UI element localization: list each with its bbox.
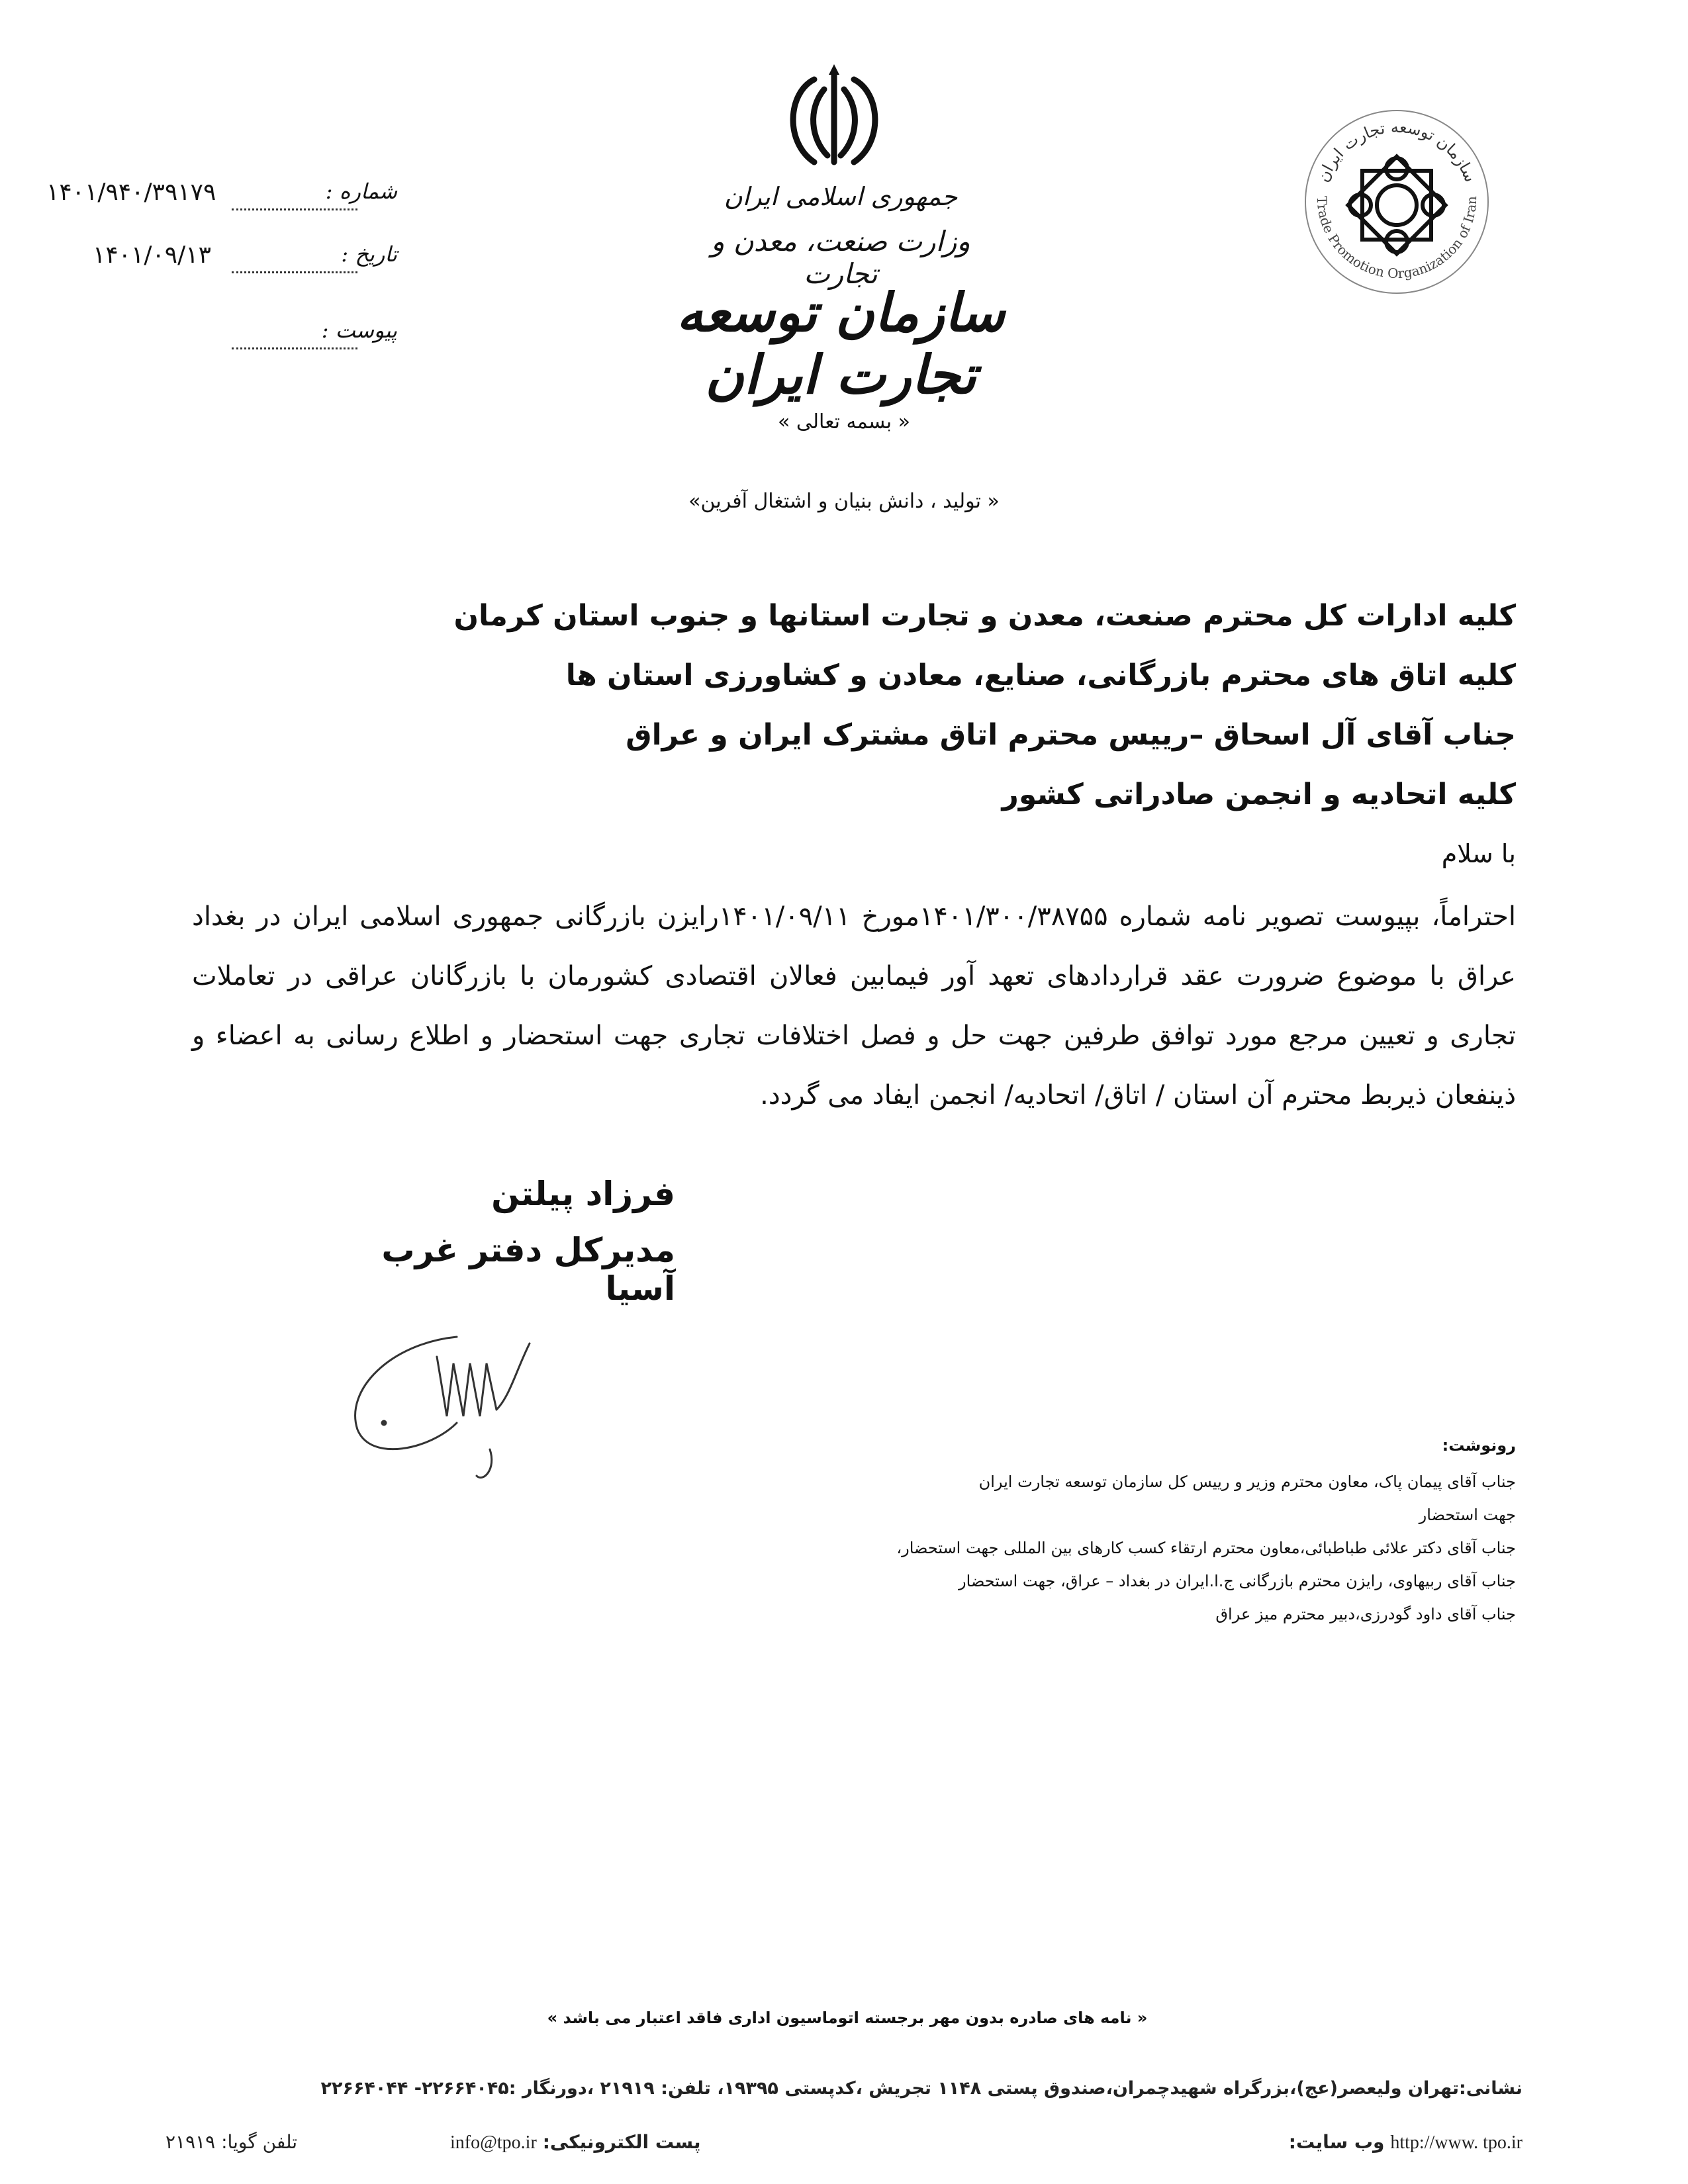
website-label: وب سایت: <box>1288 2131 1385 2153</box>
logo-text-en: Trade Promotion Organization of Iran <box>1313 195 1480 282</box>
email-link[interactable]: info@tpo.ir <box>450 2132 537 2153</box>
website-row <box>1289 2131 1523 2154</box>
recipient-line: کلیه ادارات کل محترم صنعت، معدن و تجارت استانها و جنوب استان کرمان <box>453 599 1516 633</box>
svg-text:سازمان توسعه تجارت ایران <box>1313 118 1479 185</box>
slogan: « تولید ، دانش بنیان و اشتغال آفرین» <box>688 490 1000 513</box>
cc-line: جناب آقای داود گودرزی،دبیر محترم میز عراق <box>1215 1605 1516 1623</box>
letter-date-label: تاریخ : <box>341 242 397 267</box>
cc-title: رونوشت: <box>1442 1436 1516 1455</box>
letter-number-row <box>46 179 397 218</box>
cc-line: جهت استحضار <box>1419 1506 1516 1524</box>
organization-name: سازمان توسعه تجارت ایران <box>677 281 1005 406</box>
recipient-line: جناب آقای آل اسحاق –رییس محترم اتاق مشترک ایران و عراق <box>626 718 1516 752</box>
letter-number-label: شماره : <box>325 179 397 204</box>
dotted-line <box>232 208 357 210</box>
recipient-line: کلیه اتاق های محترم بازرگانی، صنایع، معادن و کشاورزی استان ها <box>565 659 1516 692</box>
tpo-logo-icon <box>1297 99 1496 304</box>
email-label: پست الکترونیکی: <box>542 2131 701 2153</box>
letter-attachment-row <box>179 318 397 357</box>
iran-emblem-icon <box>774 63 894 175</box>
handwritten-signature <box>331 1317 596 1489</box>
letter-date-row <box>93 242 397 281</box>
signatory-name: فرزاد پیلتن <box>491 1175 675 1213</box>
letter-body: احتراماً، بپیوست تصویر نامه شماره ۱۴۰۱/۳۰۰/۳۸۷۵۵مورخ ۱۴۰۱/۰۹/۱۱رایزن بازرگانی جمهوری اسلامی ایران در بغداد عراق با موضوع ضرورت عقد قراردادهای تعهد آور فیمابین فعالان اقتصادی کشورمان با بازرگانان عراقی در تعاملات تجاری و تعیین مرجع مورد توافق طرفین جهت حل و فصل اختلافات تجاری جهت استحضار و اطلاع رسانی به اعضاء و ذینفعان ذیربط محترم آن استان / اتاق/ اتحادیه/ انجمن ایفاد می گردد. <box>192 901 1516 1111</box>
greeting: با سلام <box>1441 839 1516 868</box>
logo-text-fa: سازمان توسعه تجارت ایران <box>1313 117 1480 185</box>
dotted-line <box>232 271 357 273</box>
recipient-line: کلیه اتحادیه و انجمن صادراتی کشور <box>1002 778 1516 811</box>
signatory-title: مدیرکل دفتر غرب آسیا <box>381 1231 675 1308</box>
phone-value: ۲۱۹۱۹ <box>165 2131 216 2153</box>
dotted-line <box>232 347 357 349</box>
phone-row <box>165 2131 297 2153</box>
email-row <box>450 2131 700 2154</box>
invocation: « بسمه تعالی » <box>778 410 910 433</box>
gov-line-1: جمهوری اسلامی ایران <box>724 182 958 211</box>
letter-date-value: ۱۴۰۱/۰۹/۱۳ <box>93 242 211 269</box>
website-link[interactable]: http://www. tpo.ir <box>1390 2132 1523 2153</box>
letter-number-value: ۱۴۰۱/۹۴۰/۳۹۱۷۹ <box>46 179 216 206</box>
footer-address: نشانی:تهران ولیعصر(عج)،بزرگراه شهیدچمران،صندوق پستی ۱۱۴۸ تجریش ،کدپستی ۱۹۳۹۵، تلفن: ۲۱۹۱۹ ،دورنگار :۲۲۶۶۴۰۴۵- ۲۲۶۶۴۰۴۴ <box>320 2078 1523 2099</box>
cc-line: جناب آقای ربیهاوی، رایزن محترم بازرگانی ج.ا.ایران در بغداد – عراق، جهت استحضار <box>959 1572 1516 1590</box>
cc-line: جناب آقای دکتر علائی طباطبائی،معاون محترم ارتقاء کسب کارهای بین المللی جهت استحضار، <box>896 1539 1516 1557</box>
footer-note: « نامه های صادره بدون مهر برجسته اتوماسیون اداری فاقد اعتبار می باشد » <box>547 2009 1148 2027</box>
gov-line-2: وزارت صنعت، معدن و تجارت <box>711 225 970 290</box>
phone-label: تلفن گویا: <box>221 2131 298 2153</box>
cc-line: جناب آقای پیمان پاک، معاون محترم وزیر و رییس کل سازمان توسعه تجارت ایران <box>978 1473 1516 1491</box>
letter-attachment-label: پیوست : <box>321 318 397 343</box>
